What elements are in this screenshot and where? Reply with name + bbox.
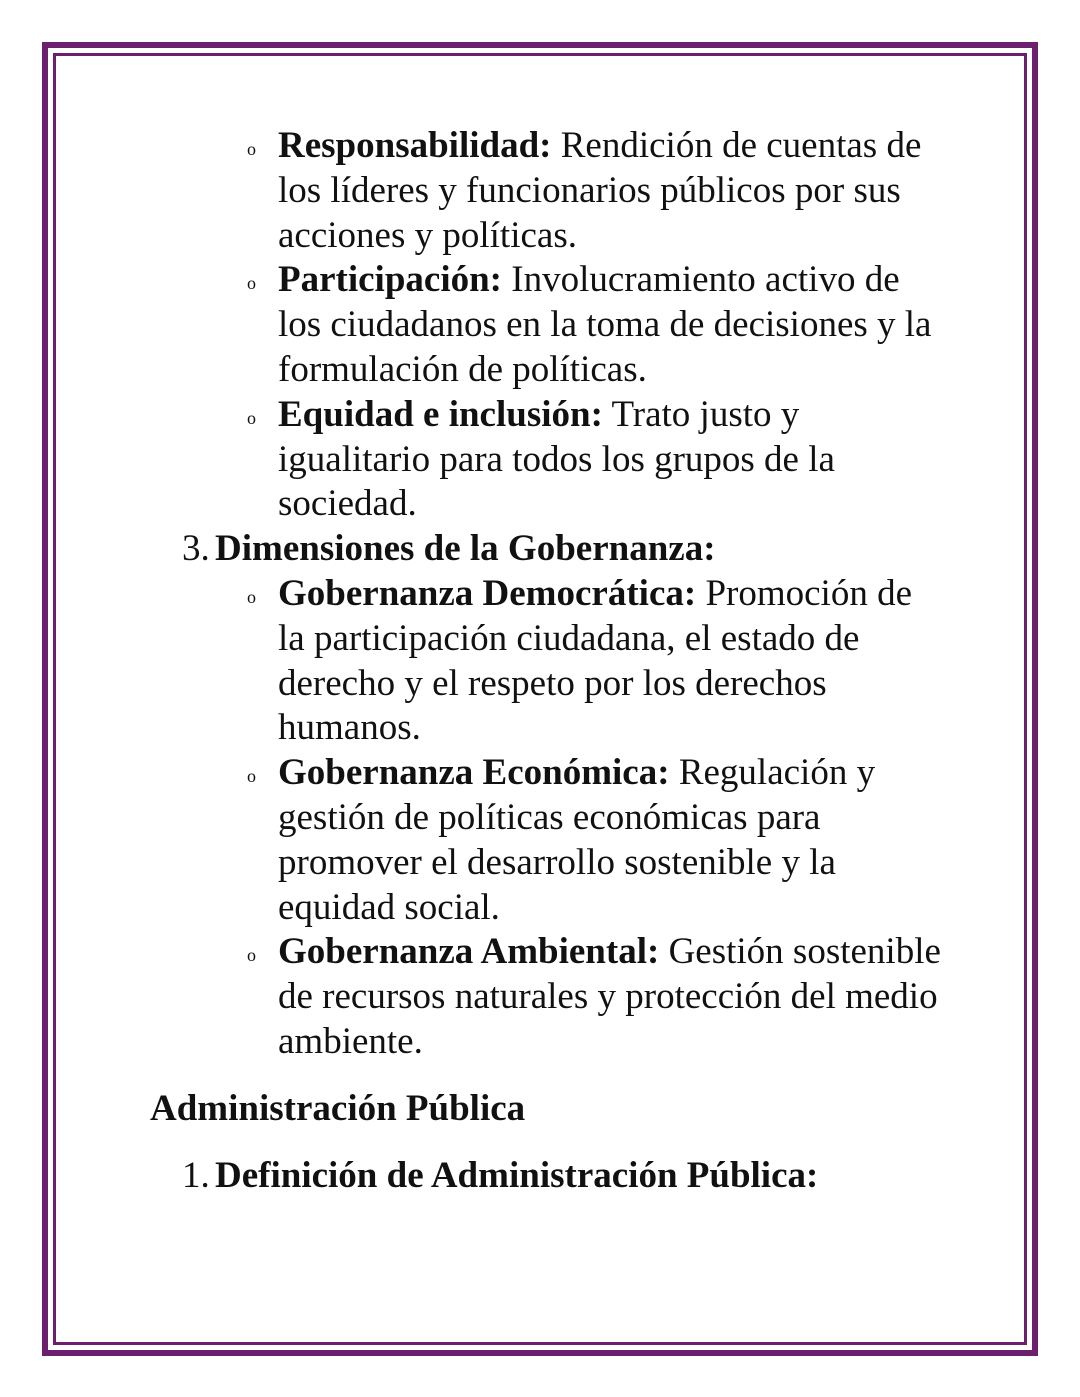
- section-heading: 3. Dimensiones de la Gobernanza:: [182, 528, 716, 570]
- list-item: o Equidad e inclusión: Trato justo y igualitario para todos los grupos de la sociedad.: [247, 393, 835, 525]
- bullet-icon: o: [247, 945, 256, 966]
- list-item: o Gobernanza Económica: Regulación y gestión de políticas económicas para promover el desarrollo sostenible y la equidad social.: [247, 752, 876, 928]
- list-item: o Responsabilidad: Rendición de cuentas de los líderes y funcionarios públicos por sus acciones y políticas.: [247, 125, 922, 256]
- bullet-icon: o: [247, 586, 256, 607]
- bullet-icon: o: [247, 766, 256, 787]
- list-item: o Gobernanza Democrática: Promoción de la participación ciudadana, el estado de derecho y el respeto por los derechos humanos.: [247, 572, 912, 749]
- bullet-icon: o: [247, 273, 256, 294]
- page-heading: Administración Pública: [150, 1087, 526, 1129]
- section-heading: 1. Definición de Administración Pública:: [182, 1154, 819, 1196]
- list-item: o Participación: Involucramiento activo de los ciudadanos en la toma de decisiones y la formulación de políticas.: [247, 259, 932, 390]
- bullet-icon: o: [247, 407, 256, 428]
- bullet-icon: o: [247, 139, 256, 159]
- list-item: o Gobernanza Ambiental: Gestión sostenible de recursos naturales y protección del medio ambiente.: [247, 931, 941, 1062]
- document-body: [0, 124, 1080, 1198]
